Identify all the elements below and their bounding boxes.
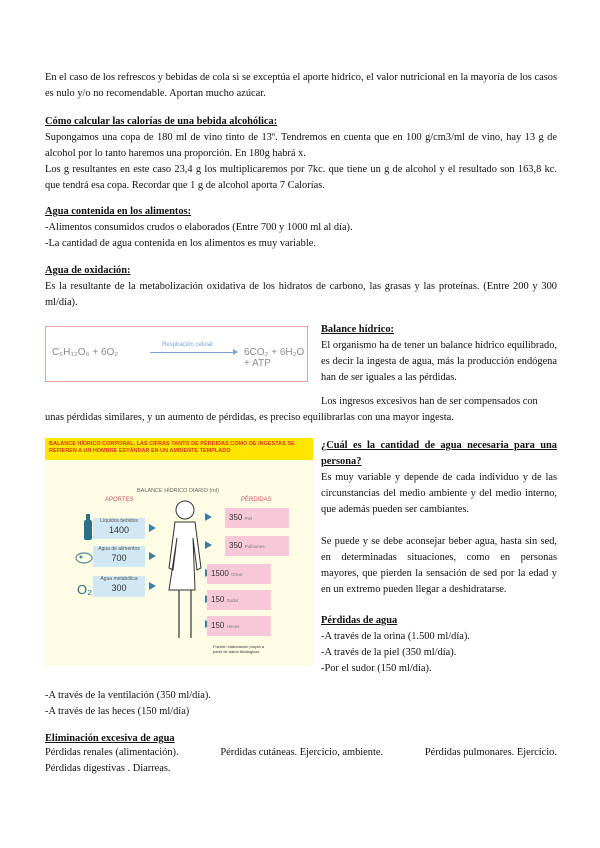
balance-text: El organismo ha de tener un balance hídrico equilibrado, es decir la ingesta de agua, más la producción endógena han de ser iguales a las pérdidas. xyxy=(321,340,557,383)
perdida-orina-label: Orina xyxy=(231,572,243,577)
eliminacion-cutaneas: Pérdidas cutáneas. Ejercicio, ambiente. xyxy=(220,747,384,758)
formula-label: Respiración celular xyxy=(162,342,214,348)
cantidad-paragraph-1: Es muy variable y depende de cada individuo y de las circunstancias del medio ambiente y del medio interno, que además pueden ser cambiantes. xyxy=(321,472,557,515)
aporte-alimentos xyxy=(93,546,145,567)
eliminacion-digestivas: Pérdidas digestivas . Diarreas. xyxy=(45,763,171,774)
aporte-metabolica-label: Agua metabólica xyxy=(100,576,138,582)
infographic-subtitle: BALANCE HÍDRICO DIARIO (ml) xyxy=(137,488,219,494)
perdida-piel-value: 350 xyxy=(229,513,243,522)
aporte-metabolica xyxy=(93,576,145,597)
arrow-in-icon xyxy=(149,552,156,560)
perdida-heces-value: 150 xyxy=(211,621,225,630)
aporte-bebidos-value: 1400 xyxy=(108,525,130,535)
cantidad-paragraph-2: Se puede y se debe aconsejar beber agua, hasta sin sed, en determinadas situaciones, como en personas mayores, que pierden la sensación de sed por la edad y en un extremo pueden llegar a deshidratarse. xyxy=(321,536,557,595)
perdida-sudor xyxy=(207,590,271,610)
arrow-in-icon xyxy=(149,582,156,590)
arrow-in-icon xyxy=(149,524,156,532)
perdidas-sudor: -Por el sudor (150 ml/día). xyxy=(321,663,432,674)
water-balance-infographic xyxy=(45,438,313,666)
perdida-orina-value: 1500 xyxy=(211,569,229,578)
aporte-alimentos-value: 700 xyxy=(111,553,127,563)
perdidas-heces: -A través de las heces (150 ml/día) xyxy=(45,706,190,717)
balance-text-2-full: unas pérdidas similares, y un aumento de pérdidas, es preciso equilibrarlas con una mayor ingesta. xyxy=(45,412,454,423)
perdida-sudor-value: 150 xyxy=(211,595,225,604)
perdidas-piel: -A través de la piel (350 ml/día). xyxy=(321,647,457,658)
calorias-paragraph-2: Los g resultantes en este caso 23,4 g los multiplicaremos por 7kc. que tiene un g de alcohol y el resultado son 163,8 kc. que tendrá esa copa. Recordar que 1 g de alcohol aporta 7 Calorías. xyxy=(45,164,557,191)
formula-reactants: C₆H₁₂O₆ + 6O₂ xyxy=(52,347,119,358)
perdida-heces xyxy=(207,616,271,636)
food-icon xyxy=(75,550,93,564)
perdida-piel xyxy=(225,508,289,528)
perdida-sudor-label: Sudor xyxy=(226,598,239,603)
aporte-bebidos-label: Líquidos bebidos xyxy=(100,518,138,524)
perdida-orina xyxy=(207,564,271,584)
perdida-pulmones xyxy=(225,536,289,556)
agua-alimentos-line-1: -Alimentos consumidos crudos o elaborados (Entre 700 y 1000 ml al día). xyxy=(45,222,353,233)
perdida-pulmones-value: 350 xyxy=(229,541,243,550)
perdidas-heading: Pérdidas de agua xyxy=(321,615,398,626)
eliminacion-renales: Pérdidas renales (alimentación). xyxy=(45,747,179,758)
arrow-out-icon xyxy=(205,513,212,521)
aporte-metabolica-value: 300 xyxy=(111,583,127,593)
infographic-credit: Fuente: elaboración propia a partir de datos fisiológicos xyxy=(213,644,264,654)
eliminacion-heading: Eliminación excesiva de agua xyxy=(45,733,175,744)
agua-alimentos-line-2: -La cantidad de agua contenida en los alimentos es muy variable. xyxy=(45,238,316,249)
calorias-paragraph-1: Supongamos una copa de 180 ml de vino tinto de 13º. Tendremos en cuenta que en 100 g/cm3/ml de vino, hay 13 g de alcohol por lo tanto haremos una proporción. En 180g habrá x. xyxy=(45,132,557,159)
calorias-heading: Cómo calcular las calorías de una bebida alcohólica: xyxy=(45,116,278,127)
arrow-right-icon xyxy=(150,352,236,353)
perdida-pulmones-label: Pulmones xyxy=(244,544,265,549)
arrow-out-icon xyxy=(205,541,212,549)
cantidad-heading: ¿Cuál es la cantidad de agua necesaria para una persona? xyxy=(321,440,557,467)
aporte-bebidos xyxy=(93,518,145,539)
bottle-icon xyxy=(83,514,93,540)
intro-paragraph: En el caso de los refrescos y bebidas de cola si se exceptúa el aporte hídrico, el valor nutricional en la mayoría de los casos es nulo y/o no recomendable. Aportan mucho azúcar. xyxy=(45,72,557,99)
perdidas-ventilacion: -A través de la ventilación (350 ml/día). xyxy=(45,690,211,701)
perdida-piel-label: Piel xyxy=(244,516,253,521)
agua-oxidacion-text: Es la resultante de la metabolización oxidativa de los hidratos de carbono, las grasas y las proteínas. (Entre 200 y 300 ml/día). xyxy=(45,281,557,308)
perdidas-title: PÉRDIDAS xyxy=(241,497,272,503)
formula-products: 6CO₂ + 6H₂O + ATP xyxy=(244,347,305,369)
perdida-heces-label: Heces xyxy=(226,624,240,629)
infographic-banner: BALANCE HÍDRICO CORPORAL. LAS CIFRAS TANTO DE PÉRDIDAS COMO DE INGESTAS SE REFIEREN A UN HOMBRE ESTÁNDAR EN UN AMBIENTE TEMPLADO xyxy=(45,438,313,460)
aporte-alimentos-label: Agua de alimentos xyxy=(98,546,140,552)
balance-heading: Balance hídrico: xyxy=(321,324,395,335)
agua-alimentos-heading: Agua contenida en los alimentos: xyxy=(45,206,192,217)
eliminacion-row xyxy=(45,745,557,761)
o2-icon: O₂ xyxy=(77,582,93,597)
respiration-formula xyxy=(45,326,308,382)
agua-oxidacion-heading: Agua de oxidación: xyxy=(45,265,131,276)
balance-text-2-column: Los ingresos excesivos han de ser compensados con xyxy=(321,396,538,407)
perdidas-orina: -A través de la orina (1.500 ml/día). xyxy=(321,631,470,642)
eliminacion-pulmonares: Pérdidas pulmonares. Ejercicio. xyxy=(424,747,557,758)
aportes-title: APORTES xyxy=(105,497,134,503)
